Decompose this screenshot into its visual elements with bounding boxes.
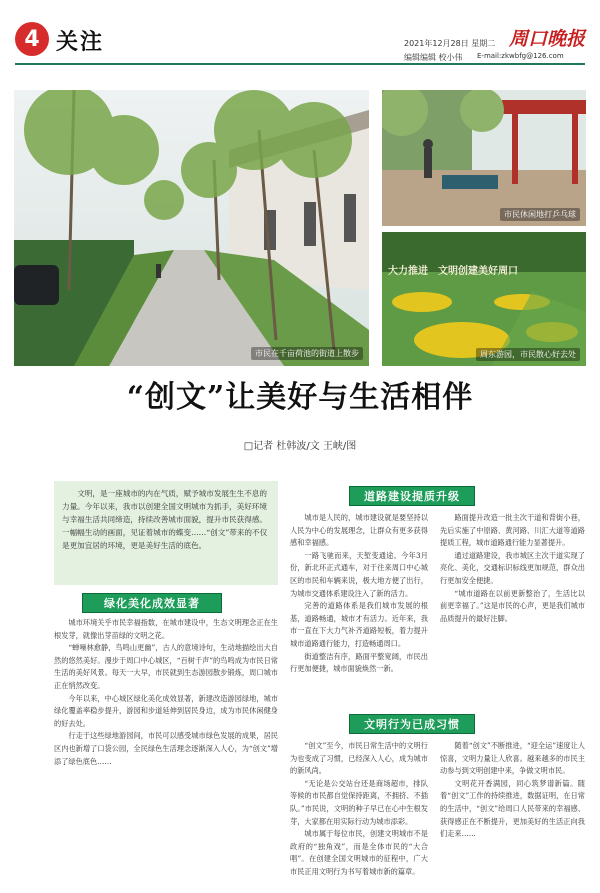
contact-email: E-mail:zkwbfg@126.com	[477, 52, 564, 60]
park-photo-caption: 周东游园，市民散心好去处	[476, 348, 580, 361]
issue-date: 2021年12月28日 星期二	[404, 39, 496, 48]
road-section-text-left	[290, 512, 428, 708]
paragraph: 完善的道路体系是我们城市发展的根基，道路畅通，城市才有活力。近年来，我市一直在下大力气补齐道路短板，着力提升城市道路通行能力，打造畅通周口。	[290, 601, 428, 648]
article-byline: □记者 杜韩波/文 王峡/图	[243, 441, 357, 452]
paragraph: 城市是人民的，城市建设就是要坚持以人民为中心的发展理念，让群众有更多获得感和幸福感。	[290, 513, 428, 548]
paragraph: 城市环境关乎市民幸福指数，在城市建设中，生态文明理念正在生根发芽，就像出芽苗绿的文明之花。	[54, 618, 278, 640]
paragraph: 一路飞驰而来，天堑变通途。今年3月份，新北环正式通车，对于往来周口中心城区的市民和车辆来说，极大地方便了出行，为城市交通体系建设注入了新的活力。	[290, 550, 428, 598]
paragraph: 文明花开香满园，同心筑梦谱新篇。随着“创文”工作的持续推进，数据证明，在日常的生活中，“创文”给周口人民带来的幸福感、获得感正在不断提升，更加美好的生活正向我们走来……	[440, 778, 585, 839]
newspaper-logo: 周口晚报	[509, 28, 586, 50]
paragraph: 行走于这些绿地游园间，市民可以感受城市绿色发展的成果，居民区内也新增了口袋公园，全民绿色生活理念逐渐深入人心，为“创文”增添了绿色底色……	[54, 731, 278, 766]
editor-credit: 编辑编辑 校小伟	[404, 53, 463, 62]
page-number-badge: 4	[15, 22, 49, 56]
park-photo	[382, 232, 586, 366]
paragraph: “城市道路在以前更新整治了，生活比以前更幸福了。”这是市民的心声，更是我们城市品质提升的最好注脚。	[440, 588, 585, 623]
paragraph: 随着“创文”不断推进，“迎全运”速度让人惊喜，文明力量让人欣喜。越来越多的市民主动参与到文明创建中来，争做文明市民。	[440, 741, 585, 776]
paragraph: 通过道路建设，我市城区主次干道实现了亮化、美化，交通标识标线更加规范，群众出行更加安全便捷。	[440, 550, 585, 585]
paragraph: “创文”至今，市民日常生活中的文明行为也变成了习惯，已经深入人心，成为城市的新风尚。	[290, 741, 428, 776]
main-photo-caption: 市民在千亩荷池的街道上散步	[251, 347, 363, 360]
intro-box: 文明，是一座城市的内在气质，赋予城市发展生生不息的力量。今年以来，我市以创建全国文明城市为抓手，美好环境与幸福生活共同缔造，持续改善城市面貌，提升市民获得感。一幅幅生动的画面，见证着城市的蝶变……“创文”带来的不仅是更加宜居的环境，更是美好生活的底色。	[54, 481, 278, 585]
civil-section-text-right	[440, 740, 585, 885]
section-heading-green: 绿化美化成效显著	[82, 593, 222, 613]
paragraph: 今年以来，中心城区绿化美化成效显著，新建改造游园绿地，城市绿化覆盖率稳步提升，游园和步道延伸到居民身边，成为市民休闲健身的好去处。	[54, 693, 278, 728]
pingpong-photo	[382, 90, 586, 226]
park-banner-text: 大力推进 文明创建美好周口	[388, 266, 518, 277]
section-heading-road: 道路建设提质升级	[349, 486, 475, 506]
green-section-text	[54, 617, 278, 885]
paragraph: 街道整洁有序，路面平整宽阔，市民出行更加便捷，城市面貌焕然一新。	[290, 651, 428, 674]
road-section-text-right	[440, 512, 585, 708]
section-heading-civil: 文明行为已成习惯	[349, 714, 475, 734]
paragraph: “蝉噪林愈静，鸟鸣山更幽”，古人的意境诗句，生动地描绘出大自然的悠然美好。漫步于周口中心城区，“百树千声”的鸟鸣成为市民日常生活的美好风景。每天一大早，市民就到生态游园散步锻炼，周口城市正在悄然改变。	[54, 643, 278, 690]
paragraph: 城市属于每位市民，创建文明城市不是政府的“独角戏”，而是全体市民的“大合唱”。在创建全国文明城市的征程中，广大市民正用文明行为书写着城市新的篇章。	[290, 829, 428, 876]
article-title: “创文”让美好与生活相伴	[126, 380, 474, 415]
paragraph: 路面提升改造一批主次干道和背街小巷，先后实施了中原路、黄河路、川汇大道等道路提质工程，城市道路通行能力显著提升。	[440, 513, 585, 548]
civil-section-text-left	[290, 740, 428, 885]
pingpong-photo-caption: 市民休闲地打乒乓球	[500, 208, 580, 221]
main-photo	[14, 90, 369, 366]
paragraph: “无论是公交站台还是商场超市，排队等候的市民都自觉保持距离，不拥挤、不插队。”市民说，文明的种子早已在心中生根发芽，大家都在用实际行动为城市添彩。	[290, 778, 428, 826]
header-divider	[15, 63, 585, 65]
section-name: 关注	[56, 29, 105, 55]
